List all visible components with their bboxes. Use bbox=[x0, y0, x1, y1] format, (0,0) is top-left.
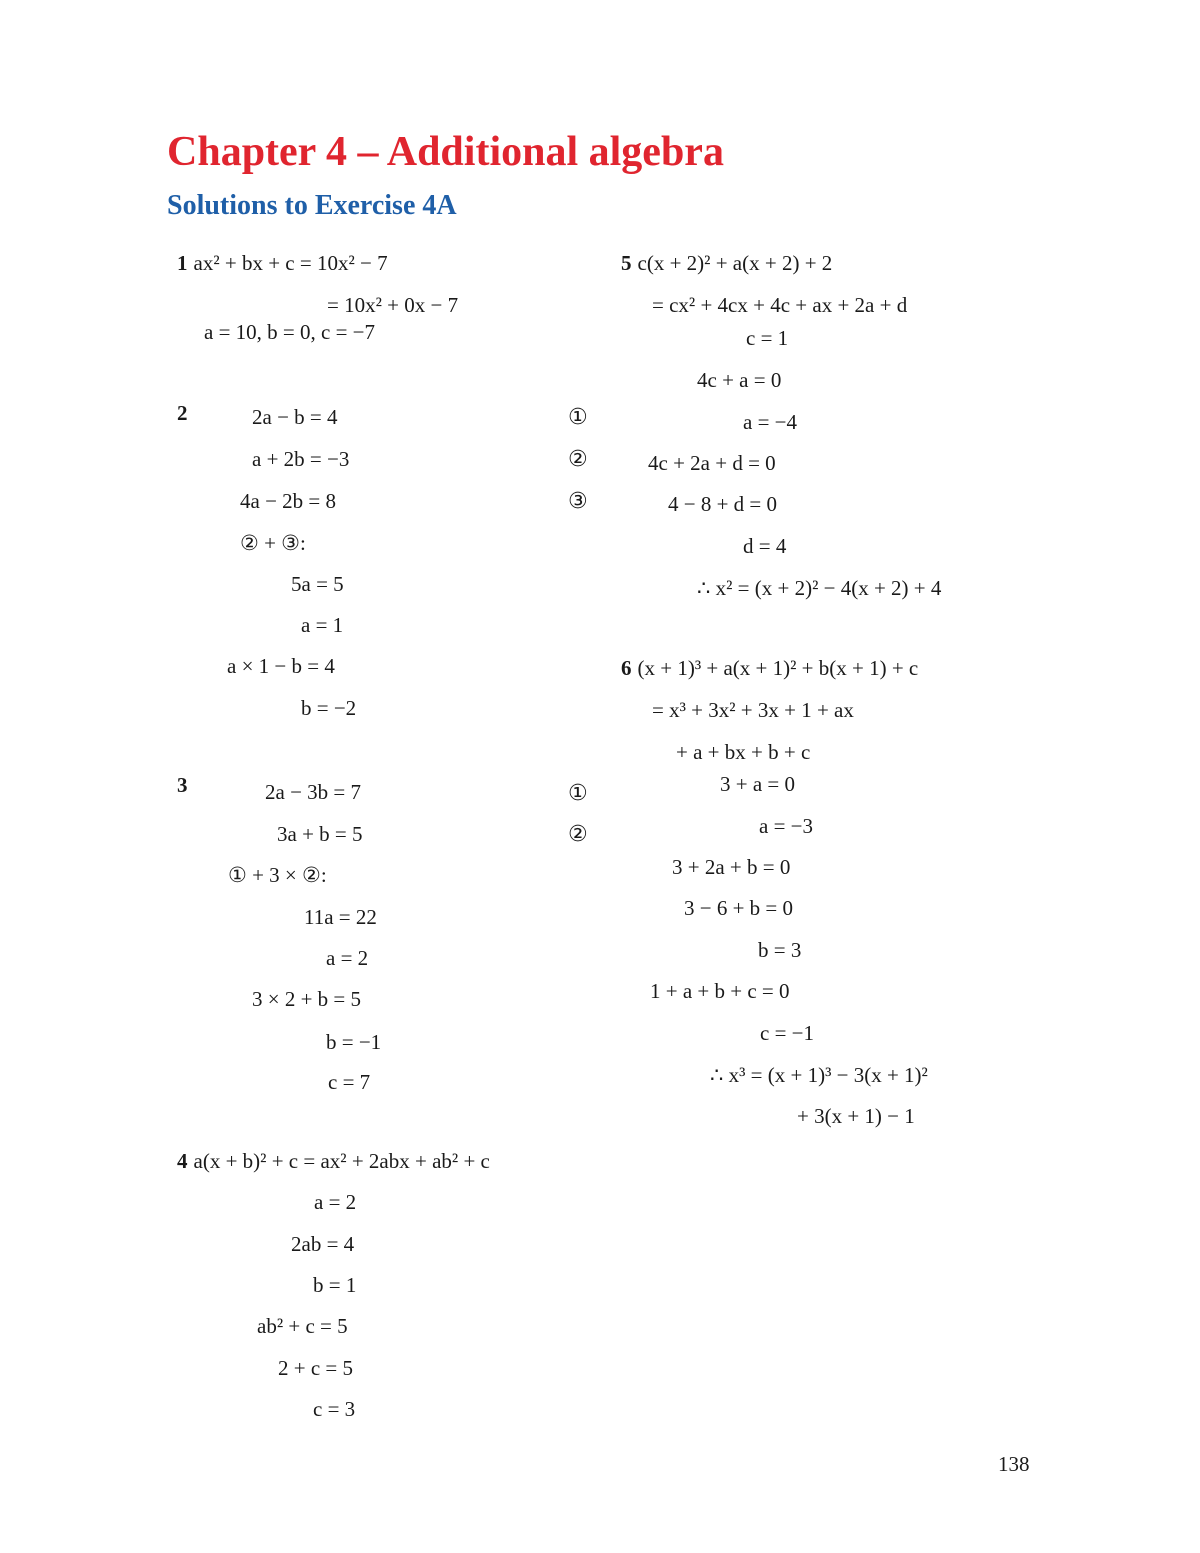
q5-line-2: = cx² + 4cx + 4c + ax + 2a + d bbox=[652, 293, 908, 317]
q5-line-8: d = 4 bbox=[743, 534, 787, 558]
q6-line-10: c = −1 bbox=[760, 1021, 815, 1045]
q4-line-6: 2 + c = 5 bbox=[278, 1356, 354, 1380]
q5-line-7: 4 − 8 + d = 0 bbox=[668, 492, 778, 516]
q5-line-6: 4c + 2a + d = 0 bbox=[648, 451, 776, 475]
q6-line-4: 3 + a = 0 bbox=[720, 772, 796, 796]
page-number: 138 bbox=[998, 1452, 1030, 1476]
q6-line-12: + 3(x + 1) − 1 bbox=[797, 1104, 915, 1128]
q6-line-11: ∴ x³ = (x + 1)³ − 3(x + 1)² bbox=[710, 1063, 928, 1087]
equation-mark-3: ③ bbox=[568, 489, 588, 514]
equation-mark-1: ① bbox=[568, 405, 588, 430]
q3-line-2: 3a + b = 5 bbox=[277, 822, 363, 846]
q2-number: 2 bbox=[177, 401, 188, 425]
q6-line-2: = x³ + 3x² + 3x + 1 + ax bbox=[652, 698, 854, 722]
q5-line-9: ∴ x² = (x + 2)² − 4(x + 2) + 4 bbox=[697, 576, 942, 600]
q5-line-5: a = −4 bbox=[743, 410, 798, 434]
q2-line-5: 5a = 5 bbox=[291, 572, 344, 596]
q4-line-1: 4 a(x + b)² + c = ax² + 2abx + ab² + c bbox=[177, 1149, 490, 1173]
chapter-title: Chapter 4 – Additional algebra bbox=[167, 129, 724, 175]
q1-line-1: 1 ax² + bx + c = 10x² − 7 bbox=[177, 251, 388, 275]
q4-line-2: a = 2 bbox=[314, 1190, 357, 1214]
equation-mark-1: ① bbox=[568, 781, 588, 806]
q4-line-3: 2ab = 4 bbox=[291, 1232, 355, 1256]
q2-line-6: a = 1 bbox=[301, 613, 344, 637]
q5-line-4: 4c + a = 0 bbox=[697, 368, 782, 392]
q2-line-8: b = −2 bbox=[301, 696, 357, 720]
question-number: 5 bbox=[621, 251, 632, 275]
q1-line-2: = 10x² + 0x − 7 bbox=[327, 293, 459, 317]
q3-number: 3 bbox=[177, 773, 188, 797]
q2-line-3: 4a − 2b = 8 bbox=[240, 489, 337, 513]
q3-line-8: c = 7 bbox=[328, 1070, 371, 1094]
q6-line-7: 3 − 6 + b = 0 bbox=[684, 896, 794, 920]
q3-line-3: ① + 3 × ②: bbox=[228, 863, 327, 887]
question-number: 6 bbox=[621, 656, 632, 680]
q3-line-5: a = 2 bbox=[326, 946, 369, 970]
q3-line-7: b = −1 bbox=[326, 1030, 382, 1054]
q3-line-1: 2a − 3b = 7 bbox=[265, 780, 362, 804]
q6-line-9: 1 + a + b + c = 0 bbox=[650, 979, 790, 1003]
q4-line-5: ab² + c = 5 bbox=[257, 1314, 348, 1338]
equation-mark-2: ② bbox=[568, 447, 588, 472]
q6-line-1: 6 (x + 1)³ + a(x + 1)² + b(x + 1) + c bbox=[621, 656, 919, 680]
q2-line-7: a × 1 − b = 4 bbox=[227, 654, 335, 678]
q3-line-6: 3 × 2 + b = 5 bbox=[252, 987, 362, 1011]
q6-line-5: a = −3 bbox=[759, 814, 814, 838]
q2-line-1: 2a − b = 4 bbox=[252, 405, 338, 429]
q3-line-4: 11a = 22 bbox=[304, 905, 377, 929]
question-number: 1 bbox=[177, 251, 188, 275]
q5-line-3: c = 1 bbox=[746, 326, 789, 350]
q5-line-1: 5 c(x + 2)² + a(x + 2) + 2 bbox=[621, 251, 833, 275]
q6-line-3: + a + bx + b + c bbox=[676, 740, 811, 764]
q6-line-6: 3 + 2a + b = 0 bbox=[672, 855, 791, 879]
question-number: 4 bbox=[177, 1149, 188, 1173]
q2-line-4: ② + ③: bbox=[240, 531, 306, 555]
section-title: Solutions to Exercise 4A bbox=[167, 190, 457, 221]
q4-line-4: b = 1 bbox=[313, 1273, 357, 1297]
q4-line-7: c = 3 bbox=[313, 1397, 356, 1421]
q6-line-8: b = 3 bbox=[758, 938, 802, 962]
q1-line-3: a = 10, b = 0, c = −7 bbox=[204, 320, 376, 344]
equation-mark-2: ② bbox=[568, 822, 588, 847]
q2-line-2: a + 2b = −3 bbox=[252, 447, 350, 471]
